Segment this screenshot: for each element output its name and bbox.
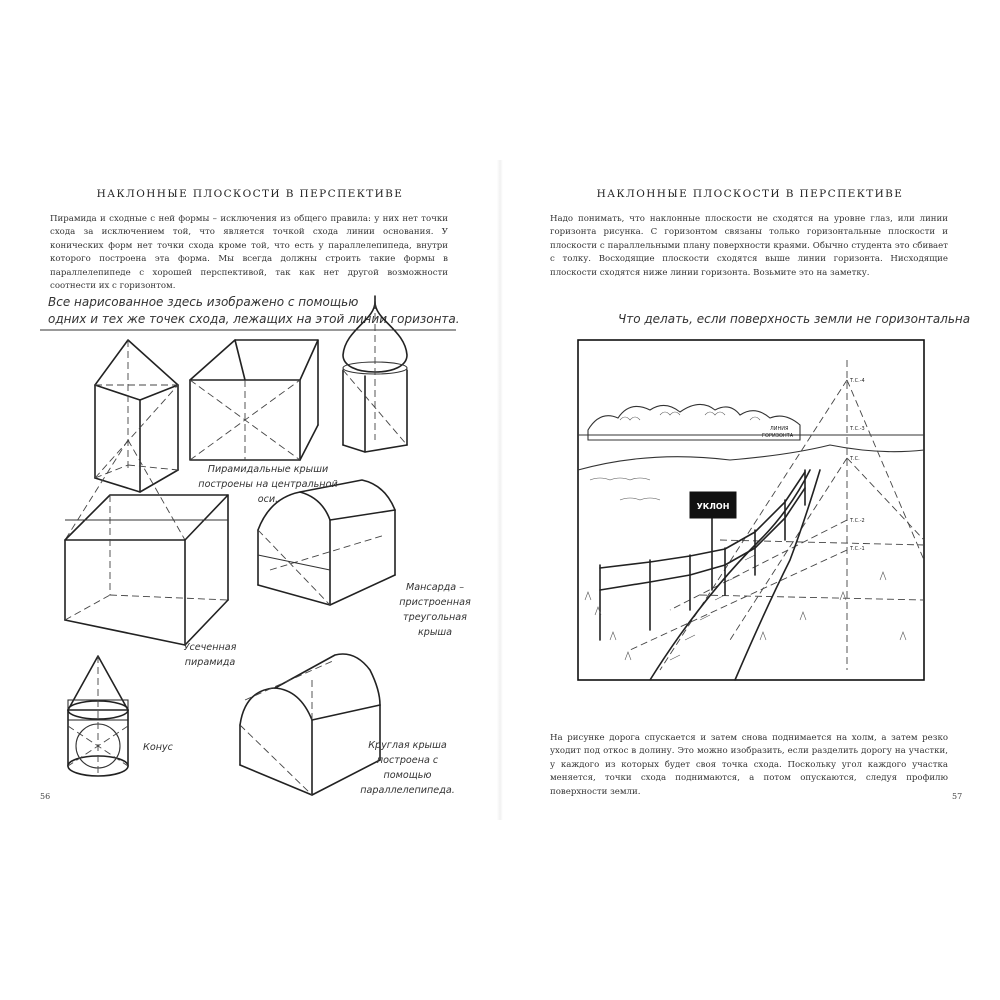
caption-mansard: Мансарда – пристроенная треугольная крыша <box>399 582 471 638</box>
caption-round-roof: Круглая крыша построена с помощью параллелепипеда. <box>360 740 455 796</box>
landscape-illustration <box>500 0 1000 1000</box>
handnote-line1: Все нарисованное здесь изображено с помощью <box>48 295 359 309</box>
right-page <box>500 0 1000 1000</box>
onion-dome-drawing <box>343 296 407 452</box>
vp-label-1: Т.С.-1 <box>850 546 865 552</box>
sign-text: УКЛОН <box>696 502 730 511</box>
vp-label-3: Т.С.-3 <box>850 426 865 432</box>
cone-cylinder-drawing <box>68 656 128 776</box>
left-page-number: 56 <box>40 792 51 801</box>
horizon-label-1: ЛИНИЯ <box>770 426 789 432</box>
caption-pyramidal-roofs: Пирамидальные крыши построены на центральной оси. <box>198 464 338 505</box>
right-page-heading: НАКЛОННЫЕ ПЛОСКОСТИ В ПЕРСПЕКТИВЕ <box>596 188 904 200</box>
right-page-paragraph: Надо понимать, что наклонные плоскости не сходятся на уровне глаз, или линии горизонта рисунка. С горизонтом связаны только горизонтальные плоскости и плоскости с параллельными плану поверхности краями. Обычно студента это сбивает с толку. Восходящие плоскости сходятся выше линии горизонта. Нисходящие плоскости сходятся ниже линии горизонта. Возьмите это на заметку. <box>550 214 948 278</box>
caption-truncated-pyramid: Усеченная пирамида <box>183 642 237 668</box>
gable-box-drawing <box>190 340 318 460</box>
vp-label-4: Т.С.-4 <box>850 378 865 384</box>
left-page-paragraph: Пирамида и сходные с ней формы – исключения из общего правила: у них нет точки схода за исключением той, что является точкой схода линии основания. У конических форм нет точки схода кроме той, что есть у параллелепипеда, внутри которого построена эта форма. Мы всегда должны строить такие формы в параллелепипеде с хорошей перспективой, так как нет другой возможности соотнести их с горизонтом. <box>50 214 448 292</box>
right-page-number: 57 <box>952 792 963 801</box>
right-page-bottom-paragraph: На рисунке дорога спускается и затем снова поднимается на холм, а затем резко уходит под откос в долину. Это можно изобразить, если разделить дорогу на участки, у каждого из которых будет своя точка схода. Поскольку угол каждого участка меняется, точки схода поднимаются, а потом опускаются, следуя профилю поверхности земли. <box>550 733 948 797</box>
handnote-line2: одних и тех же точек схода, лежащих на этой линии горизонта. <box>48 312 460 326</box>
illustration-frame <box>578 340 924 680</box>
left-page-heading: НАКЛОННЫЕ ПЛОСКОСТИ В ПЕРСПЕКТИВЕ <box>96 188 404 200</box>
vp-label-center: Т.С. <box>850 456 860 462</box>
horizon-label-2: ГОРИЗОНТА <box>762 433 794 439</box>
slope-sign <box>690 492 736 590</box>
handnote-slope: Что делать, если поверхность земли не горизонтальна <box>618 312 971 326</box>
pyramid-prism-drawing <box>95 340 178 492</box>
vp-label-2: Т.С.-2 <box>850 518 865 524</box>
caption-cone: Конус <box>143 742 173 753</box>
